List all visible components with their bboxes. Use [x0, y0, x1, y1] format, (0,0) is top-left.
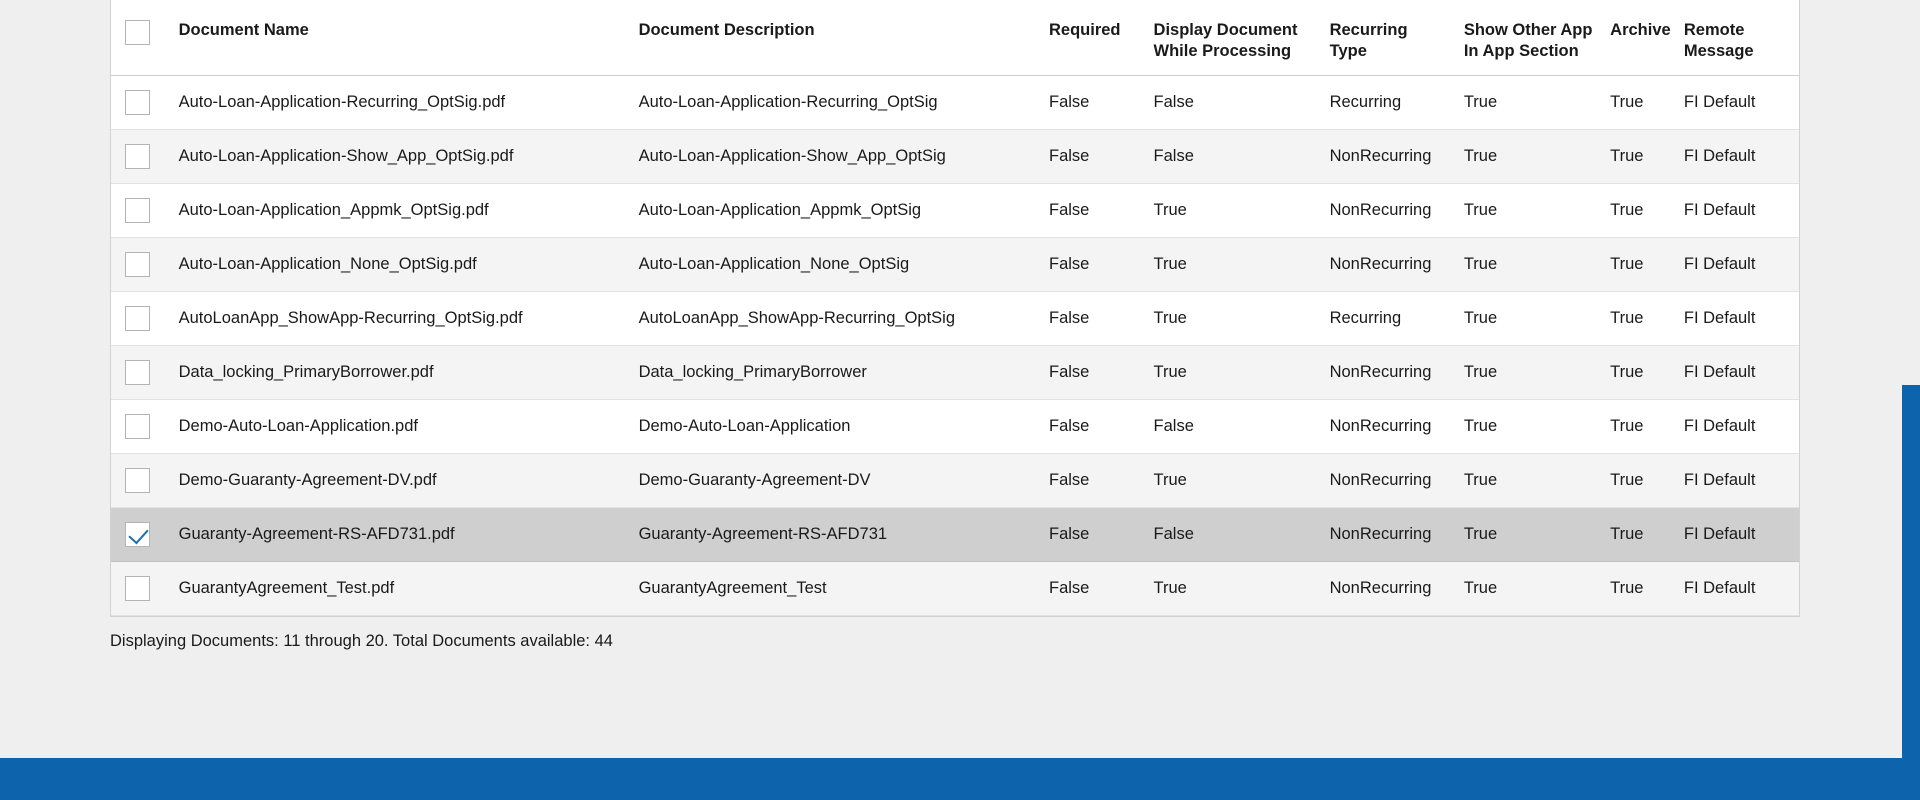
table-row[interactable]	[111, 292, 1799, 346]
recurring-type-cell: NonRecurring	[1324, 454, 1458, 508]
table-row[interactable]	[111, 454, 1799, 508]
vertical-scrollbar[interactable]	[1902, 385, 1920, 800]
remote-message-cell: FI Default	[1678, 508, 1799, 562]
column-header-recurring-type[interactable]	[1324, 8, 1458, 76]
required-cell: False	[1043, 454, 1148, 508]
column-header-required-label: Required	[1049, 21, 1121, 39]
required-cell: False	[1043, 292, 1148, 346]
column-header-archive-label: Archive	[1610, 21, 1671, 39]
column-header-document-description-label: Document Description	[638, 21, 815, 39]
display-while-processing-cell: False	[1148, 76, 1324, 130]
display-while-processing-cell: False	[1148, 508, 1324, 562]
archive-cell: True	[1604, 454, 1678, 508]
show-other-app-cell: True	[1458, 346, 1604, 400]
bottom-app-bar	[0, 758, 1920, 800]
row-select-cell[interactable]	[111, 454, 173, 508]
document-name-cell: AutoLoanApp_ShowApp-Recurring_OptSig.pdf	[173, 292, 633, 346]
required-cell: False	[1043, 76, 1148, 130]
row-checkbox[interactable]	[125, 144, 150, 169]
show-other-app-cell: True	[1458, 292, 1604, 346]
required-cell: False	[1043, 562, 1148, 616]
display-while-processing-cell: False	[1148, 400, 1324, 454]
show-other-app-cell: True	[1458, 508, 1604, 562]
remote-message-cell: FI Default	[1678, 562, 1799, 616]
show-other-app-cell: True	[1458, 562, 1604, 616]
select-all-checkbox[interactable]	[125, 20, 150, 45]
results-summary: Displaying Documents: 11 through 20. Total Documents available: 44	[110, 632, 613, 650]
column-header-display-while-processing[interactable]	[1148, 8, 1324, 76]
recurring-type-cell: NonRecurring	[1324, 562, 1458, 616]
table-body	[111, 76, 1799, 616]
document-name-cell: GuarantyAgreement_Test.pdf	[173, 562, 633, 616]
archive-cell: True	[1604, 130, 1678, 184]
document-description-cell: Demo-Auto-Loan-Application	[633, 400, 1043, 454]
row-select-cell[interactable]	[111, 508, 173, 562]
remote-message-cell: FI Default	[1678, 454, 1799, 508]
row-select-cell[interactable]	[111, 184, 173, 238]
column-header-document-description[interactable]	[633, 8, 1043, 76]
document-description-cell: Auto-Loan-Application_None_OptSig	[633, 238, 1043, 292]
recurring-type-cell: NonRecurring	[1324, 508, 1458, 562]
document-description-cell: Guaranty-Agreement-RS-AFD731	[633, 508, 1043, 562]
display-while-processing-cell: True	[1148, 562, 1324, 616]
required-cell: False	[1043, 508, 1148, 562]
document-name-cell: Demo-Guaranty-Agreement-DV.pdf	[173, 454, 633, 508]
required-cell: False	[1043, 184, 1148, 238]
document-description-cell: Auto-Loan-Application-Recurring_OptSig	[633, 76, 1043, 130]
remote-message-cell: FI Default	[1678, 238, 1799, 292]
row-checkbox[interactable]	[125, 90, 150, 115]
show-other-app-cell: True	[1458, 400, 1604, 454]
show-other-app-cell: True	[1458, 184, 1604, 238]
column-header-display-while-processing-line2: While Processing	[1153, 41, 1292, 60]
row-checkbox[interactable]	[125, 252, 150, 277]
row-select-cell[interactable]	[111, 562, 173, 616]
column-header-recurring-type-line1: Recurring	[1329, 21, 1408, 39]
required-cell: False	[1043, 400, 1148, 454]
archive-cell: True	[1604, 508, 1678, 562]
row-checkbox[interactable]	[125, 306, 150, 331]
row-select-cell[interactable]	[111, 130, 173, 184]
row-checkbox[interactable]	[125, 576, 150, 601]
archive-cell: True	[1604, 292, 1678, 346]
row-select-cell[interactable]	[111, 76, 173, 130]
document-description-cell: Demo-Guaranty-Agreement-DV	[633, 454, 1043, 508]
document-description-cell: Auto-Loan-Application_Appmk_OptSig	[633, 184, 1043, 238]
archive-cell: True	[1604, 346, 1678, 400]
show-other-app-cell: True	[1458, 238, 1604, 292]
column-header-required[interactable]	[1043, 8, 1148, 76]
row-checkbox[interactable]	[125, 468, 150, 493]
archive-cell: True	[1604, 562, 1678, 616]
row-select-cell[interactable]	[111, 238, 173, 292]
show-other-app-cell: True	[1458, 130, 1604, 184]
table-header-row	[111, 8, 1799, 76]
column-header-document-name[interactable]	[173, 8, 633, 76]
remote-message-cell: FI Default	[1678, 130, 1799, 184]
recurring-type-cell: NonRecurring	[1324, 238, 1458, 292]
display-while-processing-cell: True	[1148, 292, 1324, 346]
table-row[interactable]	[111, 184, 1799, 238]
documents-table	[111, 8, 1799, 616]
archive-cell: True	[1604, 184, 1678, 238]
table-row[interactable]	[111, 346, 1799, 400]
required-cell: False	[1043, 130, 1148, 184]
archive-cell: True	[1604, 400, 1678, 454]
row-checkbox[interactable]	[125, 198, 150, 223]
document-description-cell: AutoLoanApp_ShowApp-Recurring_OptSig	[633, 292, 1043, 346]
row-select-cell[interactable]	[111, 346, 173, 400]
recurring-type-cell: Recurring	[1324, 292, 1458, 346]
row-checkbox[interactable]	[125, 522, 150, 547]
document-name-cell: Data_locking_PrimaryBorrower.pdf	[173, 346, 633, 400]
display-while-processing-cell: True	[1148, 346, 1324, 400]
column-header-recurring-type-line2: Type	[1329, 41, 1367, 60]
display-while-processing-cell: True	[1148, 184, 1324, 238]
row-select-cell[interactable]	[111, 400, 173, 454]
row-checkbox[interactable]	[125, 414, 150, 439]
show-other-app-cell: True	[1458, 454, 1604, 508]
table-header	[111, 8, 1799, 76]
remote-message-cell: FI Default	[1678, 292, 1799, 346]
document-name-cell: Guaranty-Agreement-RS-AFD731.pdf	[173, 508, 633, 562]
table-row[interactable]	[111, 400, 1799, 454]
remote-message-cell: FI Default	[1678, 76, 1799, 130]
table-top-strip	[110, 0, 1800, 8]
required-cell: False	[1043, 238, 1148, 292]
document-name-cell: Demo-Auto-Loan-Application.pdf	[173, 400, 633, 454]
document-description-cell: Auto-Loan-Application-Show_App_OptSig	[633, 130, 1043, 184]
column-header-remote-message-line1: Remote	[1683, 21, 1745, 39]
table-row[interactable]	[111, 238, 1799, 292]
document-name-cell: Auto-Loan-Application_None_OptSig.pdf	[173, 238, 633, 292]
table-row[interactable]	[111, 508, 1799, 562]
display-while-processing-cell: True	[1148, 454, 1324, 508]
recurring-type-cell: NonRecurring	[1324, 400, 1458, 454]
remote-message-cell: FI Default	[1678, 184, 1799, 238]
archive-cell: True	[1604, 238, 1678, 292]
table-row[interactable]	[111, 130, 1799, 184]
column-header-select-all	[111, 8, 173, 76]
document-name-cell: Auto-Loan-Application-Show_App_OptSig.pdf	[173, 130, 633, 184]
remote-message-cell: FI Default	[1678, 400, 1799, 454]
documents-table-container	[110, 8, 1800, 617]
remote-message-cell: FI Default	[1678, 346, 1799, 400]
table-row[interactable]	[111, 562, 1799, 616]
column-header-show-other-app[interactable]	[1458, 8, 1604, 76]
row-select-cell[interactable]	[111, 292, 173, 346]
column-header-show-other-app-line1: Show Other App	[1463, 21, 1593, 39]
row-checkbox[interactable]	[125, 360, 150, 385]
document-name-cell: Auto-Loan-Application-Recurring_OptSig.pdf	[173, 76, 633, 130]
bottom-app-bar-right-cap	[1902, 758, 1920, 800]
recurring-type-cell: NonRecurring	[1324, 346, 1458, 400]
column-header-archive[interactable]	[1604, 8, 1678, 76]
column-header-display-while-processing-line1: Display Document	[1153, 21, 1298, 39]
required-cell: False	[1043, 346, 1148, 400]
document-description-cell: Data_locking_PrimaryBorrower	[633, 346, 1043, 400]
document-description-cell: GuarantyAgreement_Test	[633, 562, 1043, 616]
column-header-remote-message[interactable]	[1678, 8, 1799, 76]
display-while-processing-cell: False	[1148, 130, 1324, 184]
recurring-type-cell: NonRecurring	[1324, 184, 1458, 238]
show-other-app-cell: True	[1458, 76, 1604, 130]
column-header-document-name-label: Document Name	[178, 21, 309, 39]
right-gutter	[1902, 0, 1920, 385]
document-name-cell: Auto-Loan-Application_Appmk_OptSig.pdf	[173, 184, 633, 238]
recurring-type-cell: NonRecurring	[1324, 130, 1458, 184]
display-while-processing-cell: True	[1148, 238, 1324, 292]
column-header-show-other-app-line2: In App Section	[1463, 41, 1579, 60]
table-row[interactable]	[111, 76, 1799, 130]
column-header-remote-message-line2: Message	[1683, 41, 1754, 60]
recurring-type-cell: Recurring	[1324, 76, 1458, 130]
archive-cell: True	[1604, 76, 1678, 130]
